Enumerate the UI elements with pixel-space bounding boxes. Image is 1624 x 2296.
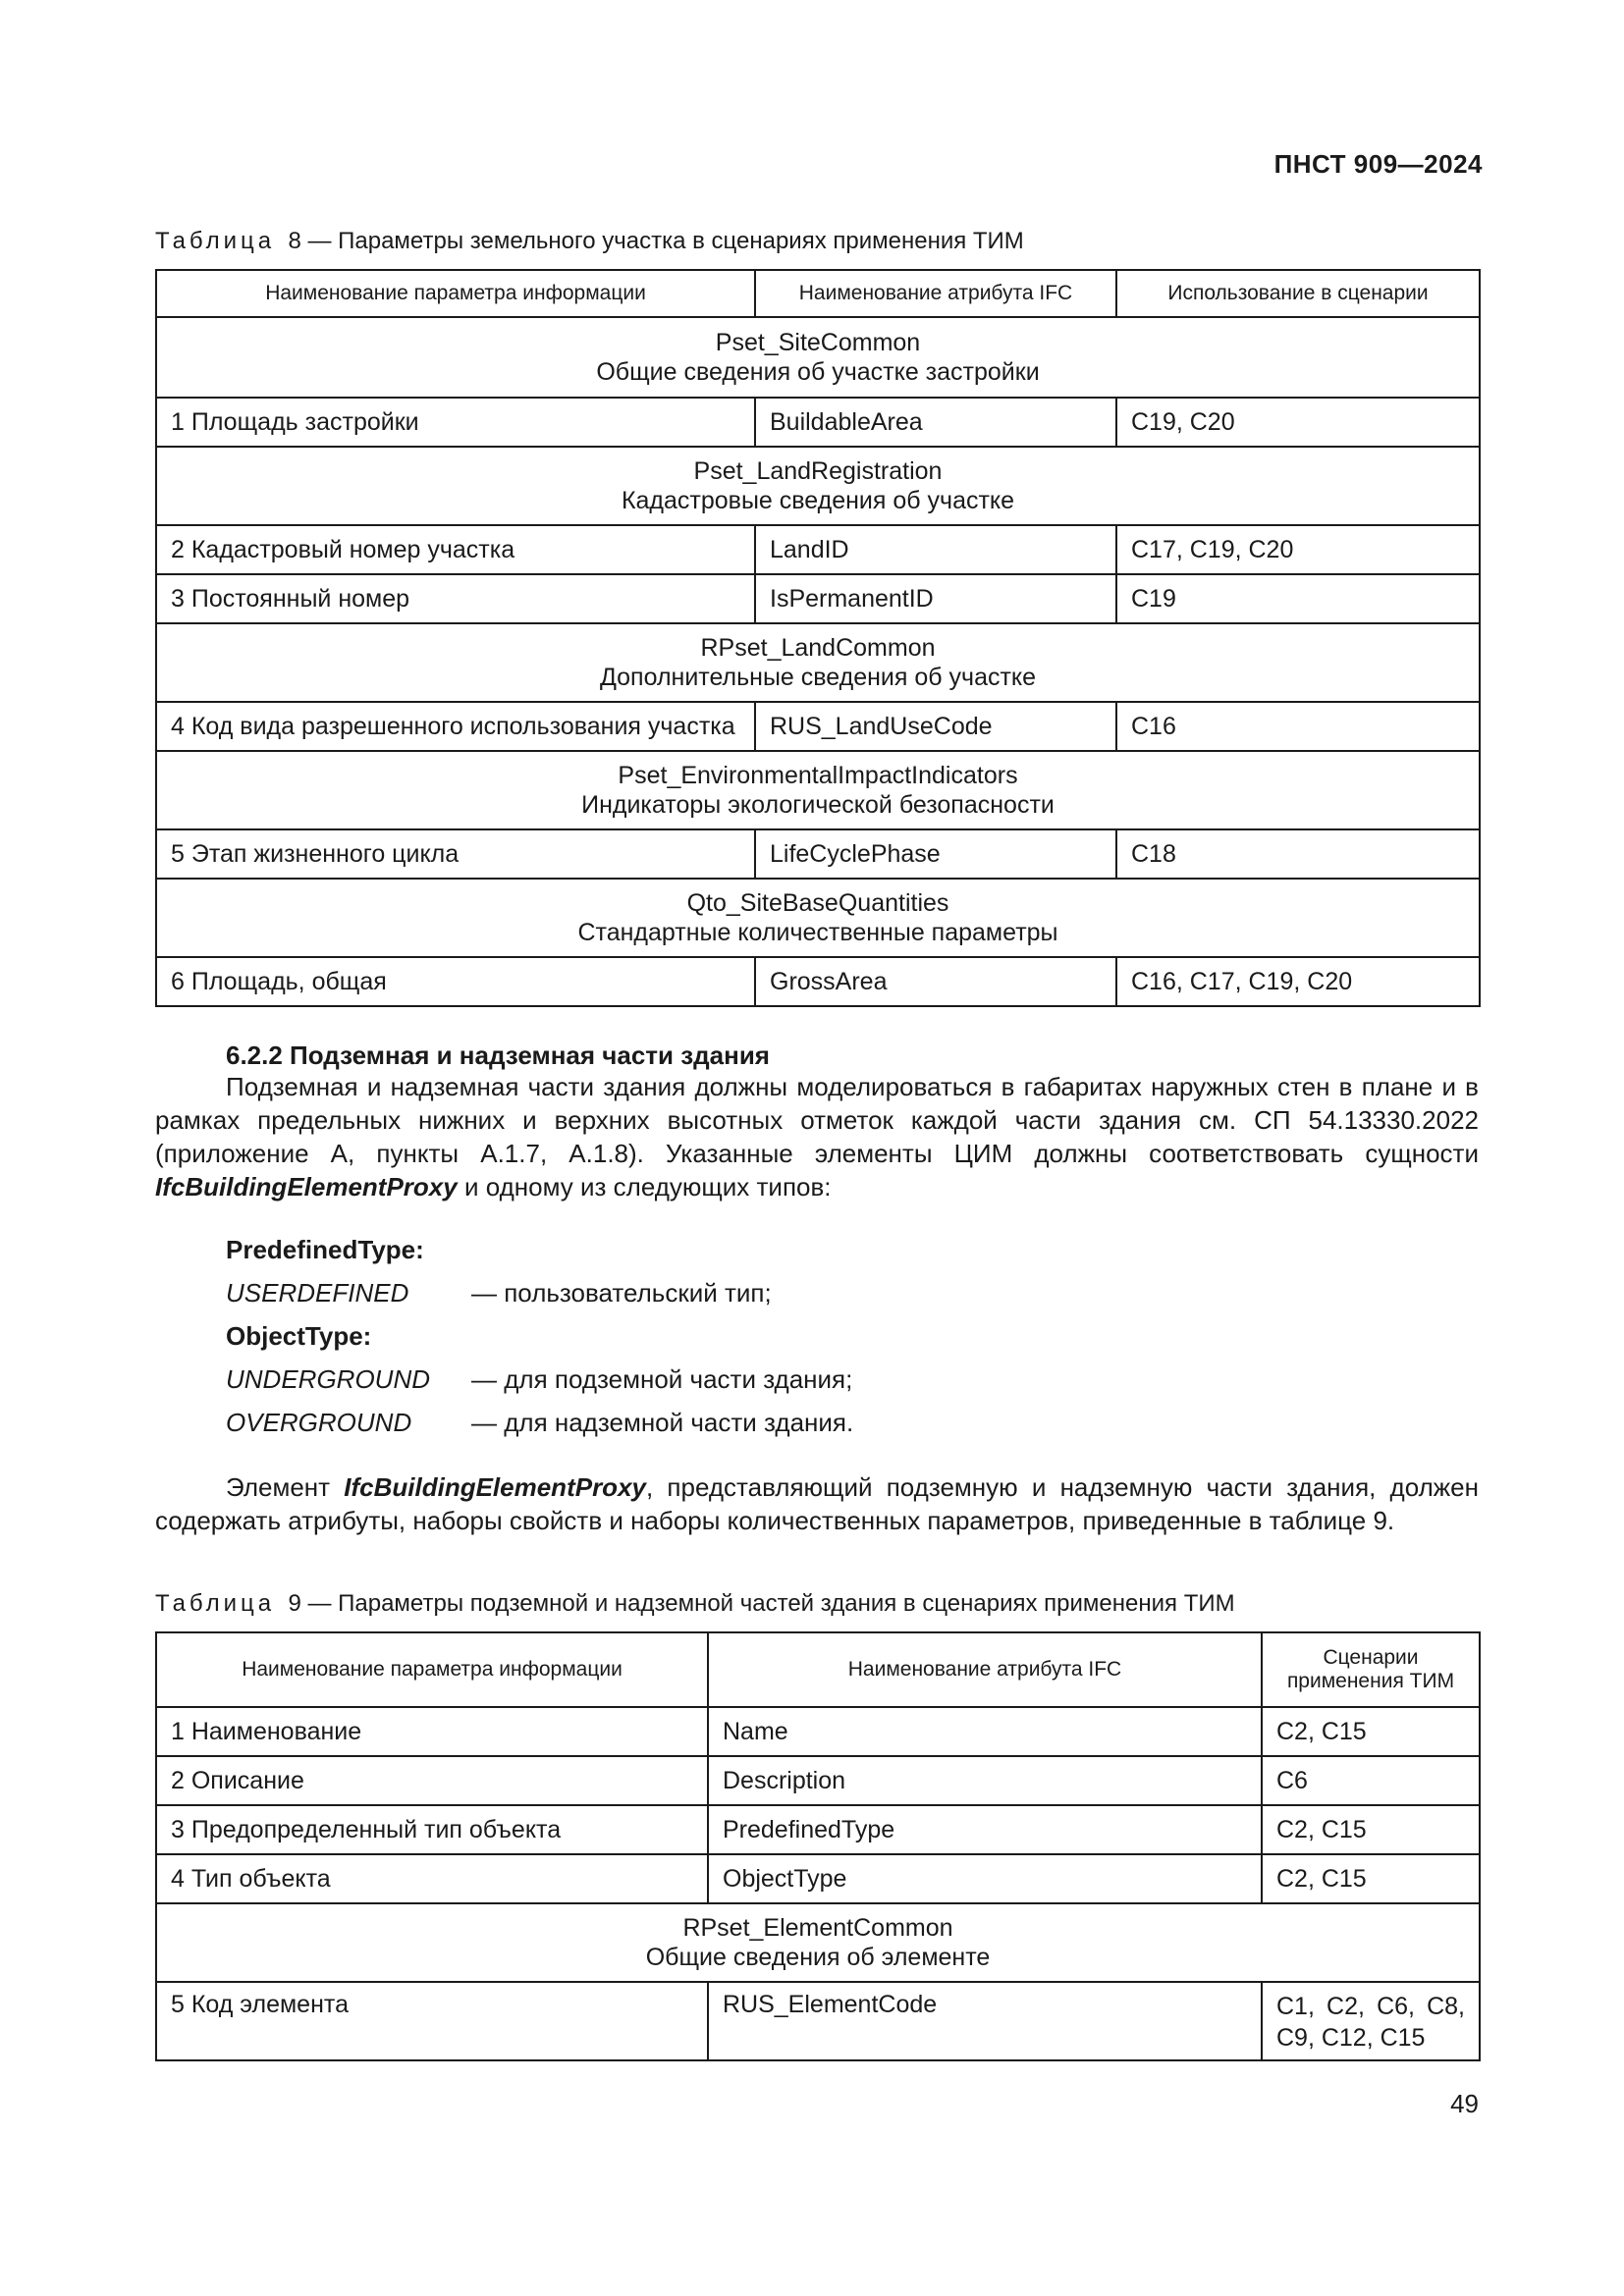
table9-caption-text: 9 — Параметры подземной и надземной частей здания в сценариях применения ТИМ [288, 1590, 1235, 1617]
cell-parameter: 1 Наименование [156, 1707, 708, 1756]
cell-parameter: 1 Площадь застройки [156, 398, 755, 447]
cell-attribute: LandID [755, 525, 1116, 574]
ifc-entity-name: IfcBuildingElementProxy [155, 1172, 458, 1201]
group-description: Дополнительные сведения об участке [599, 664, 1037, 691]
table-row [156, 702, 1480, 751]
cell-parameter: 4 Тип объекта [156, 1854, 708, 1903]
page-number: 49 [1450, 2089, 1479, 2118]
group-description: Стандартные количественные параметры [577, 919, 1058, 946]
cell-attribute: LifeCyclePhase [755, 829, 1116, 879]
group-pset-name: RPset_LandCommon [700, 634, 936, 662]
type-term: OVERGROUND [226, 1408, 412, 1437]
table-row [156, 829, 1480, 879]
cell-scenario: C2, C15 [1262, 1854, 1480, 1903]
cell-attribute: ObjectType [708, 1854, 1262, 1903]
table-row [156, 957, 1480, 1006]
cell-attribute: BuildableArea [755, 398, 1116, 447]
cell-attribute: IsPermanentID [755, 574, 1116, 623]
group-cell [156, 751, 1480, 829]
group-row [156, 751, 1480, 829]
group-cell [156, 447, 1480, 525]
type-item-userdefined [226, 1278, 772, 1308]
cell-scenario: C6 [1262, 1756, 1480, 1805]
col-header-parameter: Наименование параметра информации [156, 270, 755, 317]
group-description: Общие сведения об участке застройки [596, 358, 1040, 386]
table-header-row [156, 270, 1480, 317]
cell-parameter: 2 Кадастровый номер участка [156, 525, 755, 574]
table-row [156, 525, 1480, 574]
cell-scenario: C17, C19, C20 [1116, 525, 1480, 574]
cell-attribute: RUS_LandUseCode [755, 702, 1116, 751]
cell-parameter: 4 Код вида разрешенного использования участка [156, 702, 755, 751]
table-row [156, 1805, 1480, 1854]
type-item-underground [226, 1364, 852, 1395]
cell-scenario: C2, C15 [1262, 1707, 1480, 1756]
type-description: — для подземной части здания; [471, 1364, 853, 1394]
group-description: Индикаторы экологической безопасности [581, 791, 1055, 819]
cell-parameter: 5 Этап жизненного цикла [156, 829, 755, 879]
type-term: USERDEFINED [226, 1278, 409, 1308]
cell-parameter: 3 Постоянный номер [156, 574, 755, 623]
table-row [156, 1982, 1480, 2060]
cell-scenario: C1, C2, C6, C8, C9, C12, C15 [1262, 1982, 1480, 2060]
type-term: UNDERGROUND [226, 1364, 430, 1394]
section-paragraph-1 [155, 1070, 1479, 1203]
cell-attribute: PredefinedType [708, 1805, 1262, 1854]
type-item-overground [226, 1408, 853, 1438]
para1-text-end: и одному из следующих типов: [457, 1172, 832, 1201]
col-header-scenario: Использование в сценарии [1116, 270, 1480, 317]
group-row [156, 879, 1480, 957]
group-description: Общие сведения об элементе [645, 1944, 991, 1971]
cell-parameter: 5 Код элемента [156, 1982, 708, 2060]
group-pset-name: Pset_SiteCommon [715, 329, 921, 356]
cell-attribute: GrossArea [755, 957, 1116, 1006]
table8-caption-text: 8 — Параметры земельного участка в сценариях применения ТИМ [288, 228, 1024, 254]
group-pset-name: Pset_EnvironmentalImpactIndicators [618, 762, 1018, 789]
table9-caption [155, 1590, 1235, 1618]
group-cell [156, 1903, 1480, 1982]
cell-attribute: Name [708, 1707, 1262, 1756]
section-paragraph-2 [155, 1470, 1479, 1537]
para1-text: Подземная и надземная части здания должны моделироваться в габаритах наружных стен в плане и в рамках предельных нижних и верхних высотных отметок каждой части здания см. СП 54.13330.2022 (приложение А, пункты А.1.7, А.1.8). Указанные элементы ЦИМ должны соответствовать сущности [155, 1072, 1479, 1168]
group-pset-name: Pset_LandRegistration [693, 457, 943, 485]
group-cell [156, 879, 1480, 957]
cell-attribute: Description [708, 1756, 1262, 1805]
predefined-type-label: PredefinedType: [226, 1235, 424, 1264]
table-row [156, 1707, 1480, 1756]
document-code: ПНСТ 909—2024 [1273, 149, 1483, 179]
table-row [156, 398, 1480, 447]
table9-caption-word: Таблица [155, 1590, 276, 1617]
section-heading: 6.2.2 Подземная и надземная части здания [226, 1041, 770, 1070]
group-cell [156, 623, 1480, 702]
table-9 [155, 1631, 1481, 2061]
cell-attribute: RUS_ElementCode [708, 1982, 1262, 2060]
cell-scenario: C16 [1116, 702, 1480, 751]
table8-caption-word: Таблица [155, 228, 276, 254]
para2-text-end: , представляющий подземную и надземную части здания, должен содержать атрибуты, наборы свойств и наборы количественных параметров, приведенные в таблице 9. [155, 1472, 1480, 1535]
group-cell [156, 317, 1480, 398]
table-header-row [156, 1632, 1480, 1707]
object-type-label: ObjectType: [226, 1321, 372, 1351]
para2-text: Элемент [226, 1472, 345, 1502]
table8-caption [155, 228, 1024, 255]
table-row [156, 1756, 1480, 1805]
ifc-entity-name: IfcBuildingElementProxy [344, 1472, 646, 1502]
col-header-parameter: Наименование параметра информации [156, 1632, 708, 1707]
group-description: Кадастровые сведения об участке [621, 487, 1015, 514]
col-header-ifc-attribute: Наименование атрибута IFC [755, 270, 1116, 317]
cell-scenario: C19 [1116, 574, 1480, 623]
cell-scenario: C19, C20 [1116, 398, 1480, 447]
table-row [156, 574, 1480, 623]
group-row [156, 317, 1480, 398]
type-description: — пользовательский тип; [471, 1278, 772, 1308]
group-row [156, 1903, 1480, 1982]
cell-parameter: 3 Предопределенный тип объекта [156, 1805, 708, 1854]
cell-scenario: C18 [1116, 829, 1480, 879]
cell-scenario: C16, C17, C19, C20 [1116, 957, 1480, 1006]
group-row [156, 447, 1480, 525]
table-8 [155, 269, 1481, 1007]
group-row [156, 623, 1480, 702]
col-header-scenario: Сценарии применения ТИМ [1262, 1632, 1480, 1707]
col-header-ifc-attribute: Наименование атрибута IFC [708, 1632, 1262, 1707]
type-description: — для надземной части здания. [471, 1408, 854, 1437]
group-pset-name: Qto_SiteBaseQuantities [686, 889, 949, 917]
cell-parameter: 2 Описание [156, 1756, 708, 1805]
cell-parameter: 6 Площадь, общая [156, 957, 755, 1006]
cell-scenario: C2, C15 [1262, 1805, 1480, 1854]
group-pset-name: RPset_ElementCommon [682, 1914, 953, 1942]
table-row [156, 1854, 1480, 1903]
